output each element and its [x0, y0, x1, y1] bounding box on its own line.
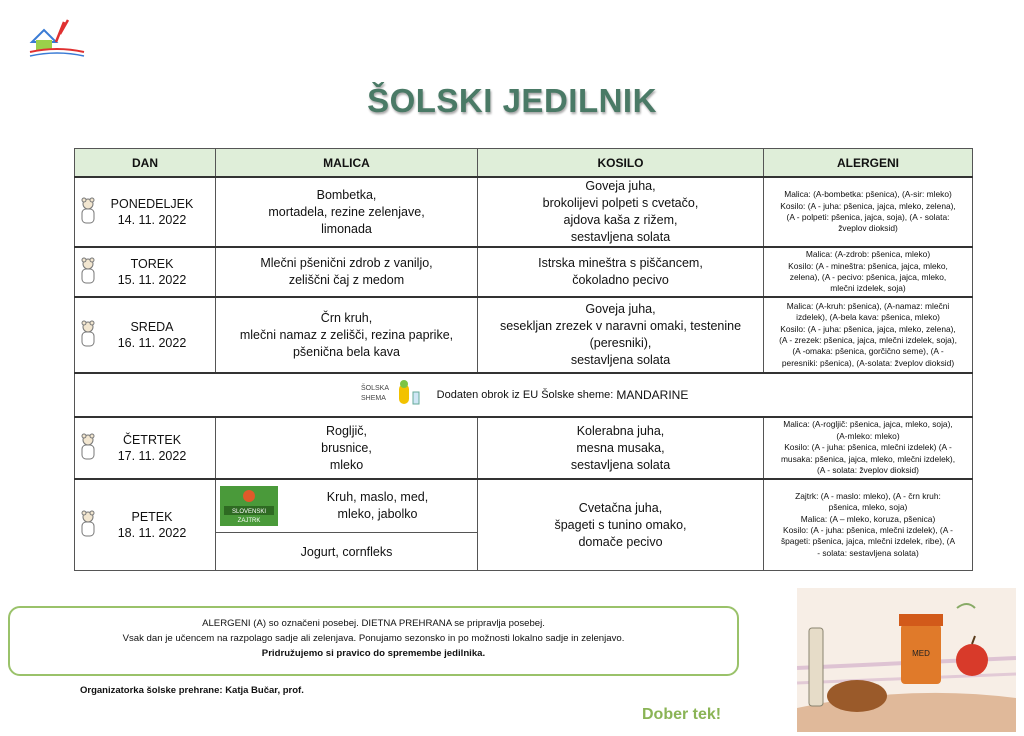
bear-icon [79, 197, 97, 227]
day-date: 17. 11. 2022 [117, 449, 187, 463]
alergeni-cell: Malica: (A-zdrob: pšenica, mleko) Kosilo: (A - mineštra: pšenica, jajca, mleko, zelena), (A - pecivo: pšenica, jajca, mleko, mlečni izdelek, soja) [764, 247, 973, 297]
header-dan: DAN [75, 149, 216, 178]
schema-row [75, 373, 973, 417]
table-row [75, 247, 973, 297]
kosilo-cell: Cvetačna juha, špageti s tunino omako, domače pecivo [478, 479, 764, 571]
note-line: Vsak dan je učencem na razpolago sadje ali zelenjava. Ponujamo sezonsko in po možnosti lokalno sadje in zelenjavo. [122, 633, 625, 644]
schema-text: Dodaten obrok iz EU Šolske sheme: [436, 389, 614, 401]
table-row [75, 177, 973, 247]
kosilo-cell: Goveja juha, brokolijevi polpeti s cvetačo, ajdova kaša z rižem, sestavljena solata [478, 177, 764, 247]
notes-box [8, 606, 739, 676]
school-scheme-logo [359, 378, 427, 412]
alergeni-cell: Zajtrk: (A - maslo: mleko), (A - črn kruh: pšenica, mleko, soja) Malica: (A – mleko, koruza, pšenica) Kosilo: (A - juha: pšenica, mlečni izdelek), (A - špageti: pšenica, jajca, mlečni izdelek, ribe), (A - solata: sestavljena solata) [764, 479, 973, 571]
kosilo-cell: Kolerabna juha, mesna musaka, sestavljena solata [478, 417, 764, 479]
malica-cell: Bombetka, mortadela, rezine zelenjave, limonada [216, 177, 478, 247]
day-name: SREDA [130, 320, 174, 334]
menu-table [74, 148, 973, 571]
svg-text:ZAJTRK: ZAJTRK [237, 518, 261, 524]
day-date: 15. 11. 2022 [117, 273, 187, 287]
bear-icon [79, 257, 97, 287]
kosilo-cell: Istrska mineštra s piščancem, čokoladno pecivo [478, 247, 764, 297]
slovenski-zajtrk-logo [220, 486, 278, 526]
organizer: Organizatorka šolske prehrane: Katja Bučar, prof. [80, 685, 304, 696]
day-date: 14. 11. 2022 [117, 213, 187, 227]
malica-line: mleko, jabolko [337, 507, 418, 521]
bear-icon [79, 320, 97, 350]
school-logo [26, 12, 88, 64]
alergeni-cell: Malica: (A-bombetka: pšenica), (A-sir: mleko) Kosilo: (A - juha: pšenica, jajca, mleko, zelena), (A - polpeti: pšenica, jajca, soja), (A - solata: žveplov dioksid) [764, 177, 973, 247]
day-name: PONEDELJEK [110, 197, 194, 211]
svg-text:ŠOLSKA: ŠOLSKA [360, 385, 389, 392]
svg-text:SLOVENSKI: SLOVENSKI [231, 509, 267, 515]
header-malica: MALICA [216, 149, 478, 178]
day-name: TOREK [130, 257, 174, 271]
note-line: ALERGENI (A) so označeni posebej. DIETNA PREHRANA se pripravlja posebej. [202, 618, 545, 629]
note-line: Pridružujemo si pravico do spremembe jedilnika. [261, 648, 486, 659]
dober-tek: Dober tek! [642, 706, 722, 723]
day-date: 18. 11. 2022 [117, 526, 187, 540]
schema-item: MANDARINE [616, 388, 689, 402]
table-row [75, 479, 973, 571]
table-row [75, 297, 973, 373]
page-title: ŠOLSKI JEDILNIK [367, 82, 657, 119]
malica-bottom: Jogurt, cornfleks [300, 544, 393, 559]
malica-cell: Rogljič, brusnice, mleko [216, 417, 478, 479]
table-row [75, 417, 973, 479]
svg-text:SHEMA: SHEMA [360, 395, 386, 402]
malica-cell: Črn kruh, mlečni namaz z zelišči, rezina paprike, pšenična bela kava [216, 297, 478, 373]
malica-cell: Mlečni pšenični zdrob z vaniljo, zeliščni čaj z medom [216, 247, 478, 297]
alergeni-cell: Malica: (A-kruh: pšenica), (A-namaz: mlečni izdelek), (A-bela kava: pšenica, mleko) Kosilo: (A - juha: pšenica, jajca, mleko, zelena), (A - zrezek: pšenica, jajca, mlečni izdelek, soja), (A -omaka: pšenica, gorčično seme), (A - peresniki: pšenica), (A-solata: žveplov dioksid) [764, 297, 973, 373]
header-kosilo: KOSILO [478, 149, 764, 178]
header-alergeni: ALERGENI [764, 149, 973, 178]
day-name: PETEK [131, 510, 173, 524]
kosilo-cell: Goveja juha, sesekljan zrezek v naravni omaki, testenine (peresniki), sestavljena solata [478, 297, 764, 373]
malica-cell [216, 479, 478, 571]
svg-text:MED: MED [912, 649, 930, 658]
day-name: ČETRTEK [122, 433, 182, 447]
bear-icon [79, 510, 97, 540]
day-date: 16. 11. 2022 [117, 336, 187, 350]
malica-line: Kruh, maslo, med, [326, 490, 429, 504]
bear-icon [79, 433, 97, 463]
food-drawing [797, 588, 1016, 732]
alergeni-cell: Malica: (A-rogljič: pšenica, jajca, mleko, soja), (A-mleko: mleko) Kosilo: (A - juha: pšenica, mlečni izdelek) (A - musaka: pšenica, jajca, mleko, mlečni izdelek), (A - solata: žveplov dioksid) [764, 417, 973, 479]
